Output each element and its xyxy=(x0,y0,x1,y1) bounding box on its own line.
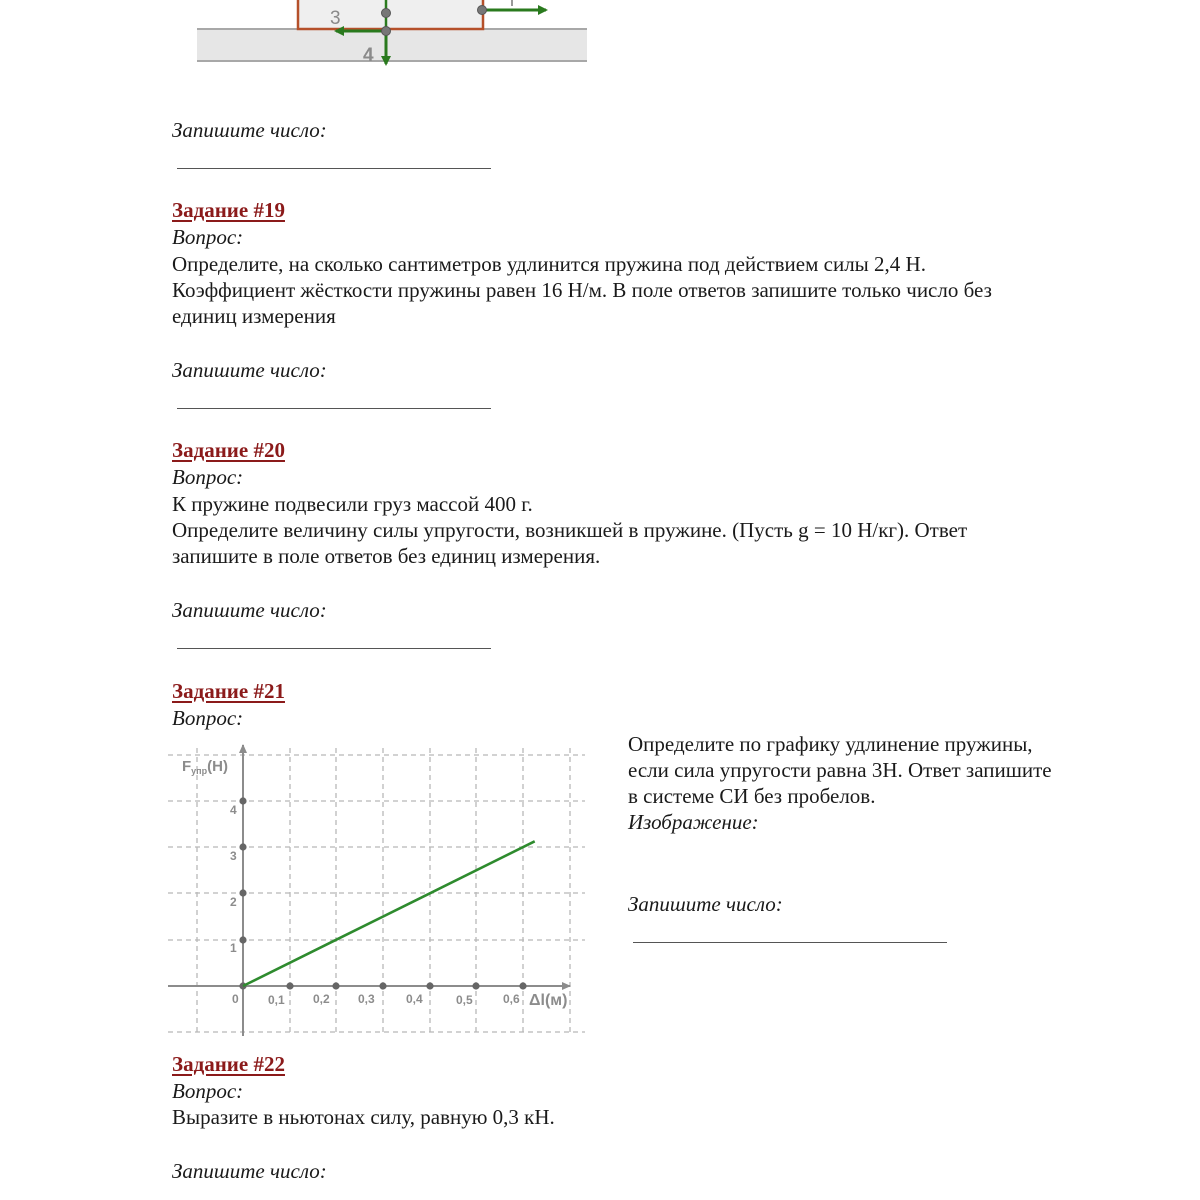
question-line: Выразите в ньютонах силу, равную 0,3 кН. xyxy=(172,1105,555,1129)
x-tick-label: 0,5 xyxy=(456,993,473,1007)
question-line: единиц измерения xyxy=(172,304,336,328)
question-text-19 xyxy=(172,251,1132,329)
answer-prompt-21: Запишите число: xyxy=(628,892,783,916)
answer-field-19[interactable] xyxy=(177,384,491,409)
x-axis-title: Δl(м) xyxy=(529,992,568,1009)
task-title-19[interactable]: Задание #19 xyxy=(172,198,285,222)
force-label-4: 4 xyxy=(363,45,374,66)
task-title-20[interactable]: Задание #20 xyxy=(172,438,285,462)
force-label-3: 3 xyxy=(330,8,341,29)
question-line: Определите величину силы упругости, возникшей в пружине. (Пусть g = 10 Н/кг). Ответ xyxy=(172,518,968,542)
question-line: Коэффициент жёсткости пружины равен 16 Н/м. В поле ответов запишите только число без xyxy=(172,278,992,302)
y-tick-label: 3 xyxy=(230,849,237,863)
answer-prompt-18: Запишите число: xyxy=(172,118,327,142)
task-title-21[interactable]: Задание #21 xyxy=(172,679,285,703)
question-text-22 xyxy=(172,1104,1132,1130)
answer-input-20[interactable] xyxy=(177,624,491,648)
x-tick-label: 0,4 xyxy=(406,992,423,1006)
question-text-21 xyxy=(628,731,1128,835)
force-diagram-svg xyxy=(190,0,600,70)
answer-prompt-22: Запишите число: xyxy=(172,1159,327,1183)
question-line: К пружине подвесили груз массой 400 г. xyxy=(172,492,533,516)
question-text-20 xyxy=(172,491,1132,569)
force-elongation-line xyxy=(243,841,535,986)
answer-input-18[interactable] xyxy=(177,144,491,168)
image-label-21: Изображение: xyxy=(628,810,759,834)
answer-field-20[interactable] xyxy=(177,624,491,649)
question-line: Определите, на сколько сантиметров удлинится пружина под действием силы 2,4 Н. xyxy=(172,252,926,276)
answer-input-19[interactable] xyxy=(177,384,491,408)
surface xyxy=(197,29,587,61)
x-tick-label: 0,6 xyxy=(503,992,520,1006)
y-tick-label: 4 xyxy=(230,803,237,817)
x-tick-label: 0,2 xyxy=(313,992,330,1006)
y-axis-title: $F_{упр}(Н)$ xyxy=(182,758,228,776)
force-diagram xyxy=(190,0,600,70)
question-label-22: Вопрос: xyxy=(172,1079,244,1103)
question-label-19: Вопрос: xyxy=(172,225,244,249)
answer-input-21[interactable] xyxy=(633,918,947,942)
question-line: запишите в поле ответов без единиц измерения. xyxy=(172,544,601,568)
answer-prompt-19: Запишите число: xyxy=(172,358,327,382)
answer-field-18[interactable] xyxy=(177,144,491,169)
task-title-22[interactable]: Задание #22 xyxy=(172,1052,285,1076)
y-tick-label: 1 xyxy=(230,941,237,955)
chart-grid xyxy=(168,748,585,1036)
x-tick-label: 0,1 xyxy=(268,993,285,1007)
question-label-21: Вопрос: xyxy=(172,706,244,730)
answer-field-21[interactable] xyxy=(633,918,947,943)
x-tick-label: 0,3 xyxy=(358,992,375,1006)
question-line: Определите по графику удлинение пружины, xyxy=(628,732,1033,756)
spring-force-chart xyxy=(160,740,600,1040)
answer-prompt-20: Запишите число: xyxy=(172,598,327,622)
question-line: если сила упругости равна 3Н. Ответ запишите xyxy=(628,758,1052,782)
chart-svg xyxy=(160,740,600,1040)
y-tick-label: 2 xyxy=(230,895,237,909)
x-tick-label: 0 xyxy=(232,992,239,1006)
question-label-20: Вопрос: xyxy=(172,465,244,489)
question-line: в системе СИ без пробелов. xyxy=(628,784,876,808)
